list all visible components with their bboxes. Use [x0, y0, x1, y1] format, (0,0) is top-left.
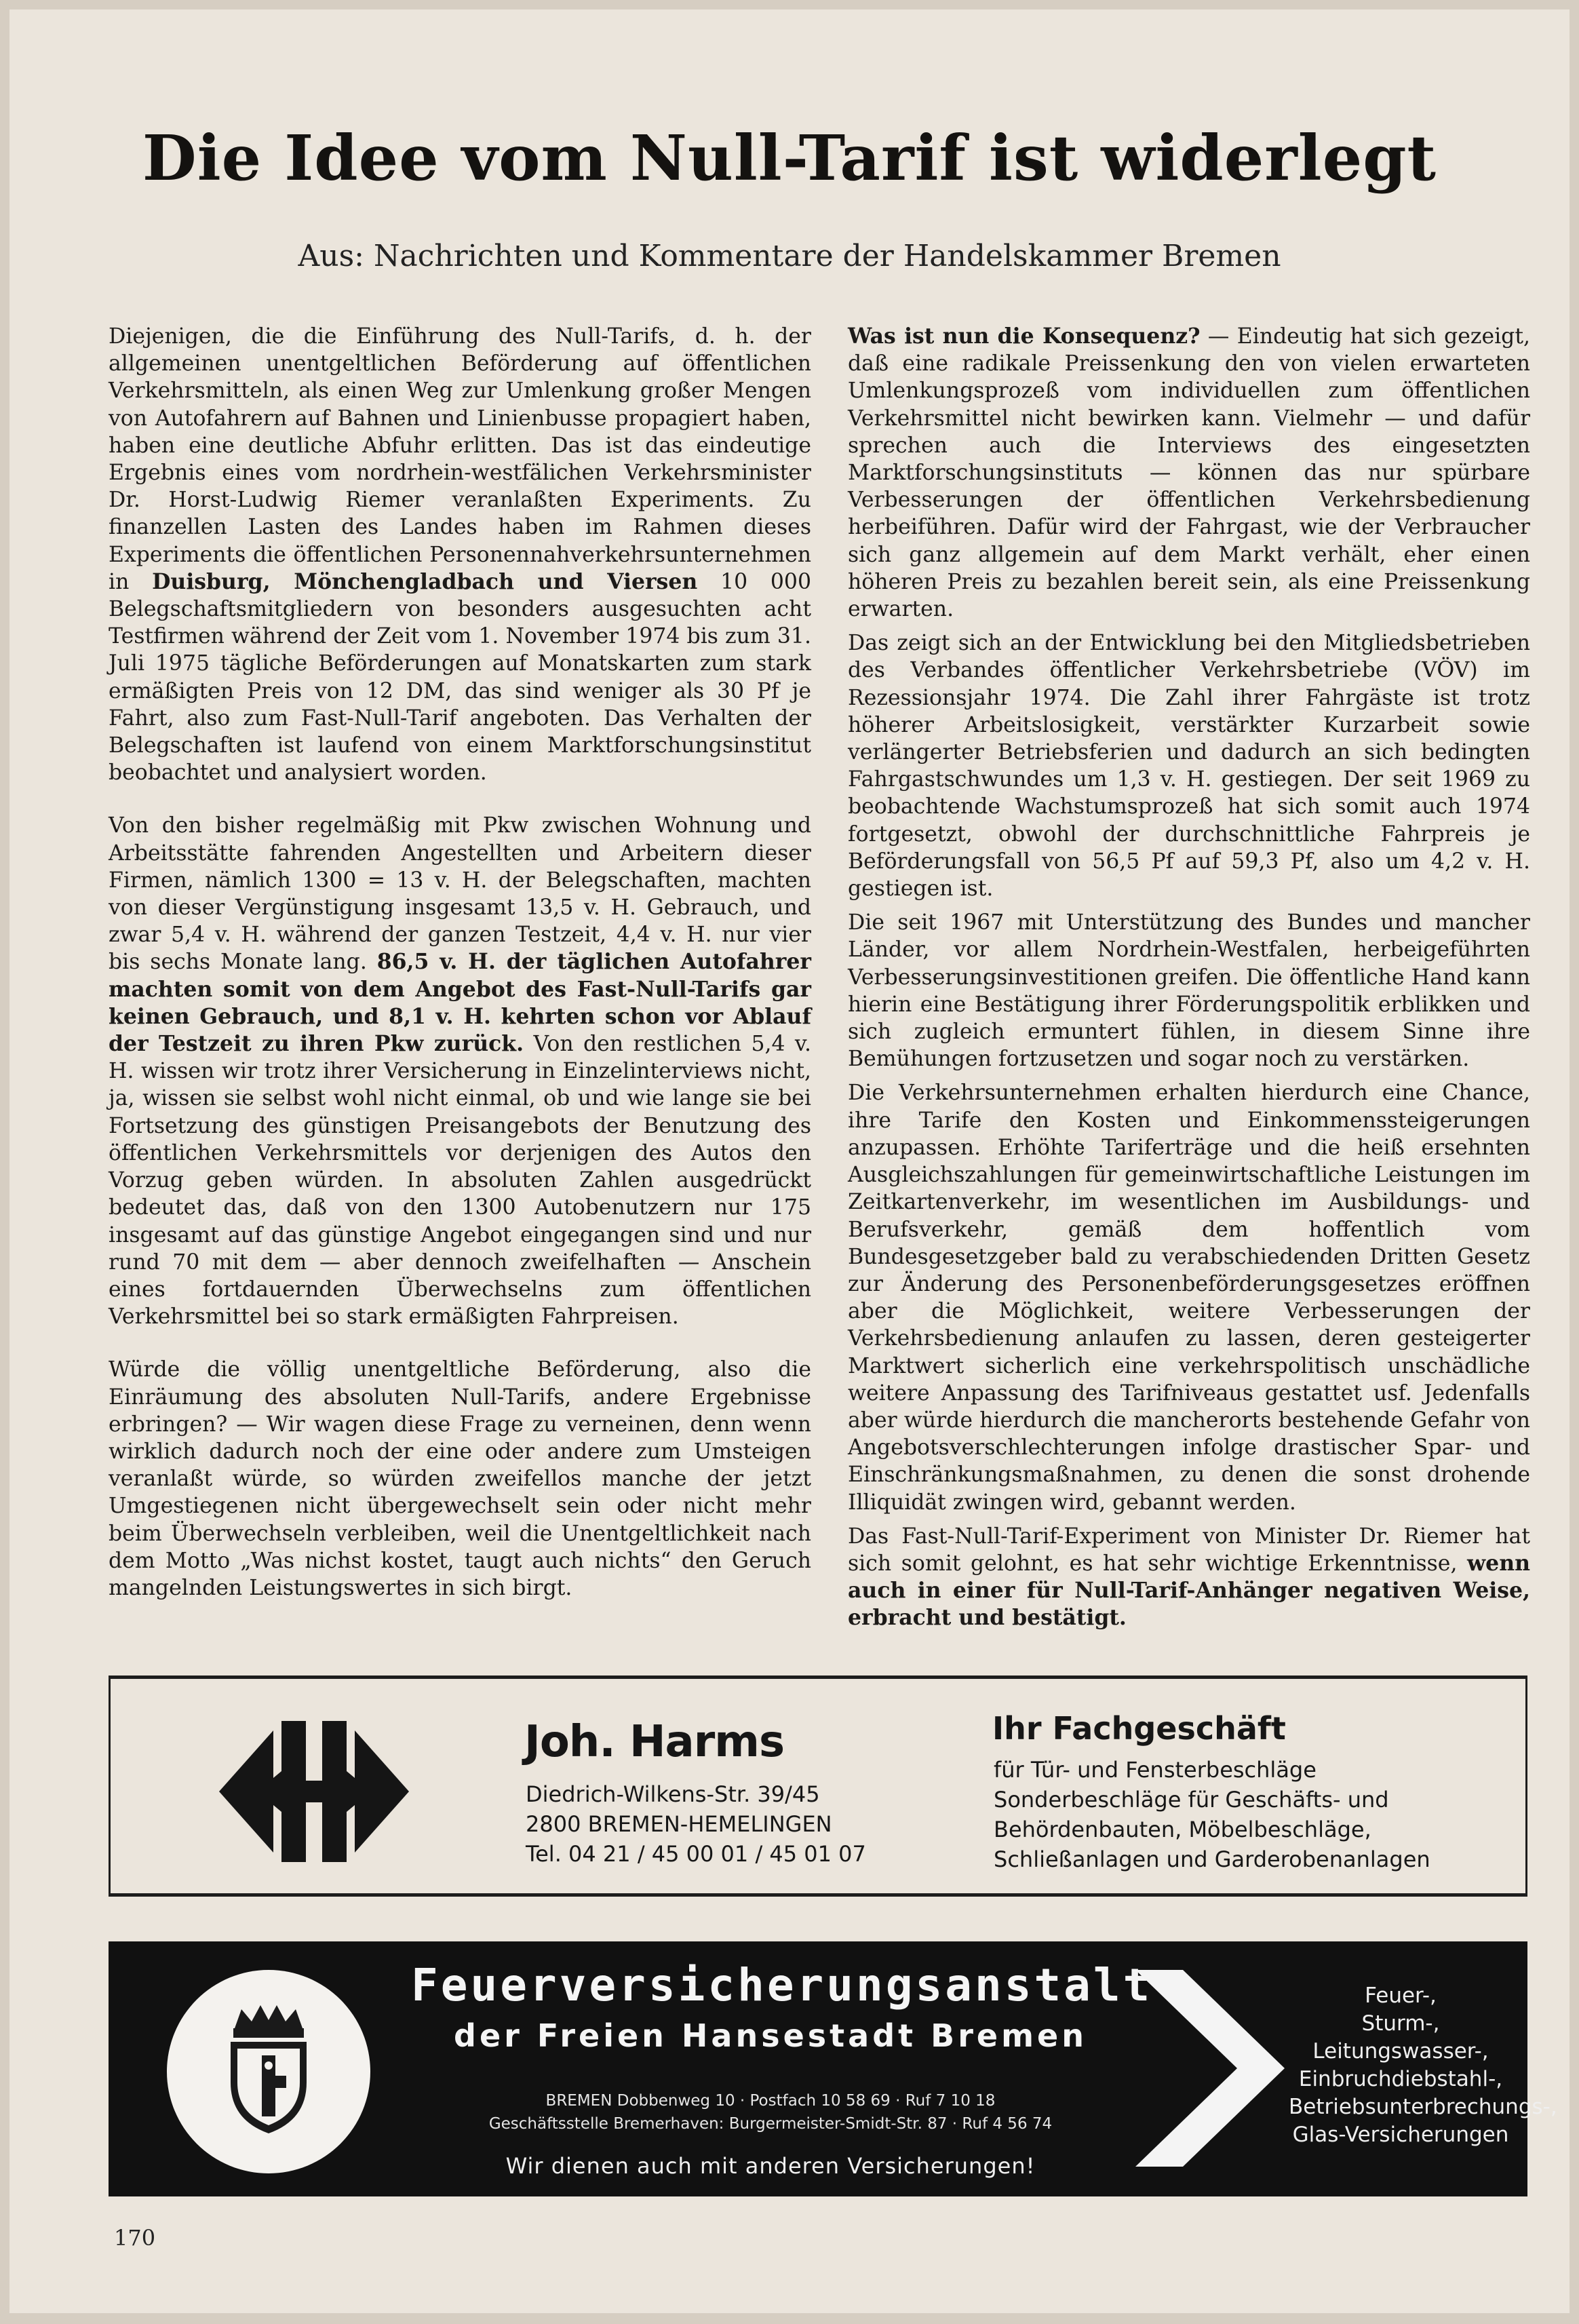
paragraph: Würde die völlig unentgeltliche Beförderung, also die Einräumung des absoluten Null-Tarifs, andere Ergebnisse erbringen? — Wir wagen diese Frage zu verneinen, denn wenn wirklich dadurch noch der eine oder andere zum Umsteigen veranlaßt würde, so würden zweifellos manche der jetzt Umgestiegenen nicht übergewechselt sein oder nicht mehr beim Überwechseln verbleiben, weil die Unentgeltlichkeit nach dem Motto „Was nichst kostet, taugt auch nichts“ den Geruch mangelnden Leistungswertes in sich birgt.	[109, 1357, 811, 1600]
list-item: für Tür- und Fensterbeschläge	[994, 1757, 1317, 1783]
company-name: Joh. Harms	[524, 1717, 785, 1767]
harms-advertisement	[109, 1676, 1527, 1897]
magazine-page	[9, 9, 1570, 2313]
harms-diamond-logo-icon	[219, 1710, 409, 1873]
paragraph: Was ist nun die Konsequenz? — Eindeutig hat sich gezeigt, daß eine radikale Preissenkung den von vielen erwarteten Umlenkungsprozeß vom individuellen zum öffentlichen Verkehrsmittel nicht bewirken kann. Vielmehr — und dafür sprechen auch die Interviews des eingesetzten Marktforschungsinstituts — können das nur spürbare Verbesserungen der öffentlichen Verkehrsbedienung herbeiführen. Dafür wird der Fahrgast, wie der Verbraucher sich ganz allgemein auf dem Markt verhält, eher einen höheren Preis zu bezahlen bereit sein, als eine Preissenkung erwarten.	[848, 324, 1531, 622]
paragraph: Das zeigt sich an der Entwicklung bei den Mitgliedsbetrieben des Verbandes öffentlicher Verkehrsbetriebe (VÖV) im Rezessionsjahr 1974. Die Zahl ihrer Fahrgäste ist trotz höherer Arbeitslosigkeit, verstärkter Kurzarbeit sowie verlängerter Betriebsferien und dadurch an sich bedingten Fahrgastschwundes um 1,3 v. H. gestiegen. Der seit 1969 zu beobachtende Wachstumsprozeß hat sich somit auch 1974 fortgesetzt, obwohl der durchschnittliche Fahrpreis je Beförderungsfall von 56,5 Pf auf 59,3 Pf, also um 4,2 v. H. gestiegen ist.	[848, 631, 1530, 902]
paragraph: Diejenigen, die die Einführung des Null-Tarifs, d. h. der allgemeinen unentgeltlichen Beförderung auf öffentlichen Verkehrsmitteln, als einen Weg zur Umlenkung großer Mengen von Autofahrern auf Bahnen und Linienbusse propagiert haben, haben eine deutliche Abfuhr erlitten. Das ist das eindeutige Ergebnis eines vom nordrhein-westfälichen Verkehrsminister Dr. Horst-Ludwig Riemer veranlaßten Experiments. Zu finanzellen Lasten des Landes haben im Rahmen dieses Experiments die öffentlichen Personennahverkehrsunternehmen in Duisburg, Mönchengladbach und Viersen 10 000 Belegschaftsmitgliedern von besonders ausgesuchten acht Testfirmen während der Zeit vom 1. November 1974 bis zum 31. Juli 1975 tägliche Beförderungen auf Monatskarten zum stark ermäßigten Preis von 12 DM, das sind weniger als 30 Pf je Fahrt, also zum Fast-Null-Tarif angeboten. Das Verhalten der Belegschaften ist laufend von einem Marktforschungsinstitut beobachtet und analysiert worden.	[109, 324, 811, 786]
list-item: Schließanlagen und Garderobenanlagen	[994, 1846, 1430, 1872]
paragraph: Die Verkehrsunternehmen erhalten hierdurch eine Chance, ihre Tarife den Kosten und Einkommenssteigerungen anzupassen. Erhöhte Tariferträge und die heiß ersehnten Ausgleichszahlungen für gemeinwirtschaftliche Leistungen im Zeitkartenverkehr, im wesentlichen im Ausbildungs- und Berufsverkehr, gemäß dem hoffentlich vom Bundesgesetzgeber bald zu verabschiedenden Dritten Gesetz zur Änderung des Personenbeförderungsgesetzes eröffnen aber die Möglichkeit, weitere Verbesserungen der Verkehrsbedienung anlaufen zu lassen, deren gesteigerter Marktwert sicherlich eine verkehrspolitisch unschädliche weitere Anpassung des Tarifniveaus gestattet usf. Jedenfalls aber würde hierdurch die mancherorts bestehende Gefahr von Angebotsverschlechterungen infolge drastischer Spar- und Einschränkungsmaßnahmen, zu denen die sonst drohende Illiquidät zwingen wird, gebannt werden.	[848, 1081, 1530, 1515]
insurer-address: BREMEN Dobbenweg 10 · Postfach 10 58 69 · Ruf 7 10 18 Geschäftsstelle Bremerhaven: Burgermeister-Smidt-Str. 87 · Ruf 4 56 74	[488, 2092, 1053, 2133]
company-address: Diedrich-Wilkens-Str. 39/45 2800 BREMEN-HEMELINGEN Tel. 04 21 / 45 00 01 / 45 01 07	[526, 1781, 866, 1867]
list-item: Sonderbeschläge für Geschäfts- und	[994, 1787, 1389, 1813]
article-subtitle: Aus: Nachrichten und Kommentare der Handelskammer Bremen	[298, 239, 1281, 273]
insurance-advertisement	[109, 1941, 1557, 2196]
ad-product-list	[994, 1755, 1430, 1874]
article-title: Die Idee vom Null-Tarif ist widerlegt	[142, 121, 1437, 195]
paragraph: Die seit 1967 mit Unterstützung des Bundes und mancher Länder, vor allem Nordrhein-Westfalen, herbeigeführten Verbesserungsinvestitionen greifen. Die öffentliche Hand kann hierin eine Bestätigung ihrer Förderungspolitik erblikken und sich zugleich ermuntert fühlen, in diesem Sinne ihre Bemühungen fortzusetzen und sogar noch zu verstärken.	[848, 910, 1530, 1072]
list-item: Glas-Versicherungen	[1292, 2123, 1509, 2147]
chevron-right-icon	[1135, 1970, 1285, 2167]
list-item: Leitungswasser-,	[1312, 2039, 1489, 2064]
article-column-left	[109, 323, 811, 1602]
list-item: Sturm-,	[1361, 2011, 1440, 2036]
paragraph: Von den bisher regelmäßig mit Pkw zwischen Wohnung und Arbeitsstätte fahrenden Angestellten und Arbeitern dieser Firmen, nämlich 1300 = 13 v. H. der Belegschaften, machten von dieser Vergünstigung insgesamt 13,5 v. H. Gebrauch, und zwar 5,4 v. H. während der ganzen Testzeit, 4,4 v. H. nur vier bis sechs Monate lang. 86,5 v. H. der täglichen Autofahrer machten somit von dem Angebot des Fast-Null-Tarifs gar keinen Gebrauch, und 8,1 v. H. kehrten schon vor Ablauf der Testzeit zu ihren Pkw zurück. Von den restlichen 5,4 v. H. wissen wir trotz ihrer Versicherung in Einzelinterviews nicht, ja, wissen sie selbst wohl nicht einmal, ob und wie lange sie bei Fortsetzung des günstigen Preisangebots der Benutzung des öffentlichen Verkehrsmittels vor derjenigen des Autos den Vorzug geben würden. In absoluten Zahlen ausgedrückt bedeutet das, daß von den 1300 Autobenutzern nur 175 insgesamt auf das günstige Angebot eingegangen sind und nur rund 70 mit dem — aber dennoch zweifelhaften — Anschein eines fortdauernden Überwechselns zum öffentlichen Verkehrsmittel bei so stark ermäßigten Fahrpreisen.	[109, 813, 812, 1330]
page-number: 170	[114, 2225, 156, 2251]
list-item: Betriebsunterbrechungs-,	[1289, 2095, 1557, 2119]
ad-headline: Ihr Fachgeschäft	[992, 1710, 1286, 1747]
list-item: Behördenbauten, Möbelbeschläge,	[994, 1817, 1371, 1842]
article-column-right	[848, 323, 1530, 1632]
insurer-name: Feuerversicherungsanstalt	[411, 1959, 1153, 2011]
paragraph: Das Fast-Null-Tarif-Experiment von Minister Dr. Riemer hat sich somit gelohnt, es hat sehr wichtige Erkenntnisse, wenn auch in einer für Null-Tarif-Anhänger negativen Weise, erbracht und bestätigt.	[848, 1524, 1530, 1631]
bremen-seal	[167, 1970, 370, 2173]
coat-of-arms-icon	[221, 2001, 316, 2137]
insurer-slogan: Wir dienen auch mit anderen Versicherungen!	[505, 2153, 1036, 2179]
insurer-subtitle: der Freien Hansestadt Bremen	[454, 2017, 1087, 2054]
insurance-types-list	[1289, 1982, 1557, 2149]
list-item: Feuer-,	[1365, 1983, 1437, 2008]
list-item: Einbruchdiebstahl-,	[1298, 2067, 1503, 2091]
